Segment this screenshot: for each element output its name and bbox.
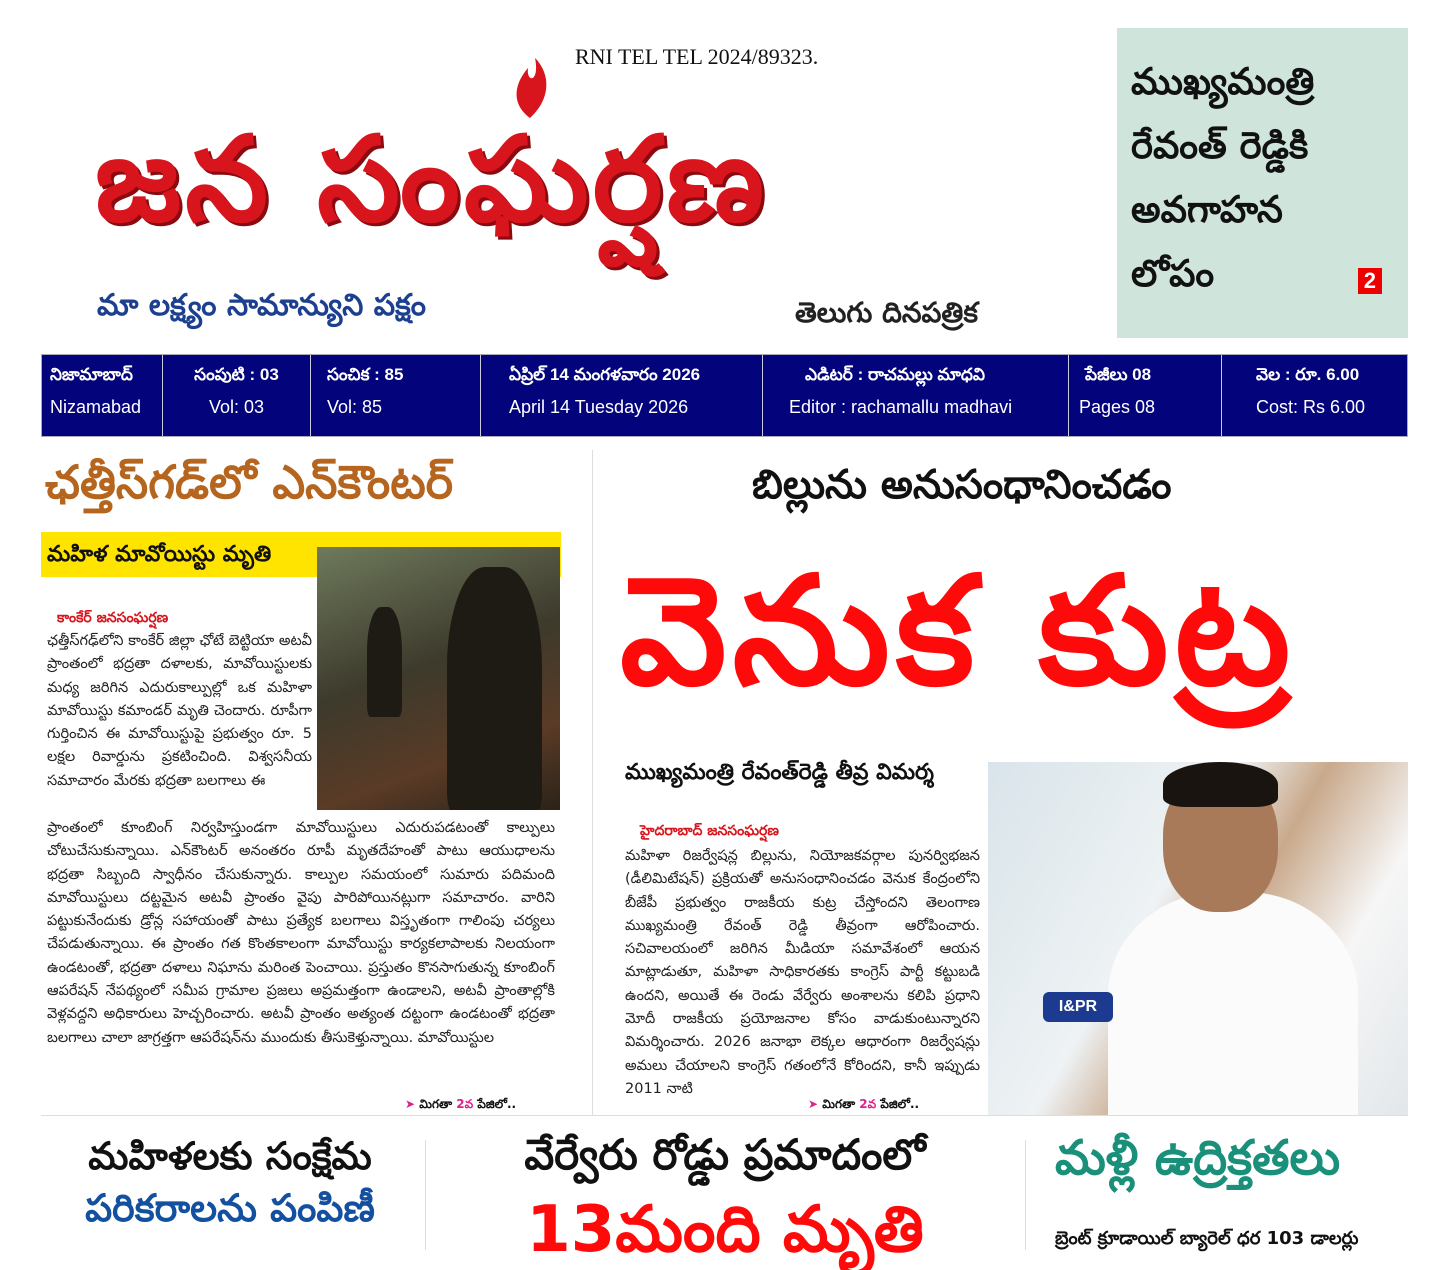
- continued-page: 2వ: [456, 1097, 474, 1111]
- info-te: సంచిక : 85: [327, 365, 404, 384]
- info-volume: [163, 355, 311, 436]
- info-te: సంపుటి : 03: [194, 365, 279, 384]
- soldier-figure: [447, 567, 542, 810]
- info-en: April 14 Tuesday 2026: [509, 397, 689, 417]
- newspaper-logo: జన సంఘర్షణ: [95, 110, 769, 248]
- main-headline[interactable]: వెనుక కుట్ర: [620, 545, 1297, 719]
- info-en: Pages 08: [1079, 397, 1156, 417]
- daily-label: తెలుగు దినపత్రిక: [795, 296, 978, 329]
- teaser-line: అవగాహన: [1131, 188, 1283, 231]
- rni-number: RNI TEL TEL 2024/89323.: [575, 44, 819, 69]
- chief-minister-photo: [988, 762, 1408, 1115]
- continued-prefix: మిగతా: [419, 1097, 453, 1111]
- info-bar: [41, 354, 1408, 437]
- info-issue: [311, 355, 481, 436]
- row-divider: [41, 1115, 1408, 1116]
- bottom-story-accident[interactable]: [440, 1130, 1010, 1270]
- info-en: Vol: 03: [208, 397, 265, 417]
- left-body: ఛత్తీస్‌గఢ్‌లోని కాంకేర్ జిల్లా ఛోటే బెట్టియా అటవీ ప్రాంతంలో భద్రతా దళాలకు, మావోయిస్టులకు మధ్య జరిగిన ఎదురుకాల్పుల్లో ఒక మహిళా మావోయిస్టు కమాండర్ మృతి చెందారు. రూపీగా గుర్తించిన ఈ మావోయిస్టుపై ప్రభుత్వం రూ. 5 లక్షల రివార్డును ప్రకటించింది. విశ్వసనీయ సమాచారం మేరకు భద్రతా బలగాలు ఈ: [47, 633, 312, 789]
- side-teaser[interactable]: [1117, 28, 1408, 338]
- soldier-figure: [367, 607, 402, 717]
- left-body-continued: ప్రాంతంలో కూంబింగ్ నిర్వహిస్తుండగా మావోయిస్టులు ఎదురుపడటంతో కాల్పులు చోటుచేసుకున్నాయి. ఎన్‌కౌంటర్ అనంతరం రూపీ మృతదేహంతో పాటు ఆయుధాలను భద్రతా సిబ్బంది స్వాధీనం చేసుకున్నారు. కాల్పుల సమయంలో సుమారు పదిమంది మావోయిస్టులు దట్టమైన అటవీ ప్రాంతం వైపు పారిపోయినట్లుగా సమాచారం. వారిని పట్టుకునేందుకు డ్రోన్ల సహాయంతో పాటు ప్రత్యేక బలగాలు విస్తృతంగా గాలింపు చర్యలు చేపడుతున్నాయి. ఈ ప్రాంతం గత కొంతకాలంగా మావోయిస్టు కార్యకలాపాలకు నిలయంగా ఉండటంతో, భద్రతా దళాలు నిఘాను మరింత పెంచాయి. ప్రస్తుతం కొనసాగుతున్న కూంబింగ్ ఆపరేషన్ నేపథ్యంలో సమీప గ్రామాల ప్రజలు అప్రమత్తంగా ఉండాలని, అటవీ ప్రాంతాల్లోకి వెళ్లవద్దని అధికారులు హెచ్చరించారు. అటవీ ప్రాంతం అత్యంత దట్టంగా ఉండటంతో భద్రతా బలగాలు చాలా జాగ్రత్తగా ఆపరేషన్‌ను ముందుకు తీసుకెళ్తున్నాయి. మావోయిస్టుల: [47, 820, 555, 1046]
- main-subhead: ముఖ్యమంత్రి రేవంత్‌రెడ్డి తీవ్ర విమర్శ: [625, 760, 934, 785]
- info-en: Vol: 85: [327, 397, 383, 417]
- bottom-story-tensions[interactable]: [1055, 1130, 1359, 1253]
- mic-logo: I&PR: [1043, 992, 1113, 1022]
- info-city: [42, 355, 163, 436]
- continued-page: 2వ: [859, 1097, 877, 1111]
- left-headline[interactable]: ఛత్తీస్‌గడ్‌లో ఎన్‌కౌంటర్: [45, 455, 453, 509]
- headline-line2: బ్రెంట్ క్రూడాయిల్ బ్యారెల్ ధర 103 డాలర్లు: [1055, 1228, 1359, 1249]
- column-divider: [592, 450, 593, 1115]
- continued-suffix: పేజిలో..: [880, 1097, 920, 1111]
- column-divider: [425, 1140, 426, 1250]
- info-en: Nizamabad: [50, 397, 142, 417]
- info-cost: [1222, 355, 1407, 436]
- bottom-story-welfare[interactable]: [65, 1130, 395, 1234]
- flame-icon: [500, 48, 560, 118]
- main-kicker: బిల్లును అనుసంధానించడం: [752, 462, 1172, 508]
- forest-photo: [317, 547, 560, 810]
- info-en: Cost: Rs 6.00: [1256, 397, 1366, 417]
- info-te: ఏప్రిల్ 14 మంగళవారం 2026: [509, 365, 701, 384]
- headline-line2: 13మంది మృతి: [526, 1193, 924, 1267]
- teaser-line: రేవంత్ రెడ్డికి: [1131, 124, 1309, 167]
- left-byline: కాంకేర్ జనసంఘర్షణ: [57, 610, 169, 626]
- teaser-line: లోపం: [1131, 252, 1215, 295]
- teaser-line: ముఖ్యమంత్రి: [1131, 60, 1315, 103]
- main-byline: హైదరాబాద్ జనసంఘర్షణ: [640, 823, 779, 839]
- headline-line1: మహిళలకు సంక్షేమ: [88, 1134, 372, 1178]
- headline-line2: పరికరాలను పంపిణీ: [85, 1186, 375, 1230]
- headline-line1: మళ్లీ ఉద్రిక్తతలు: [1055, 1130, 1341, 1186]
- continued-link[interactable]: [405, 1097, 516, 1114]
- info-te: పేజీలు 08: [1085, 365, 1152, 384]
- continued-suffix: పేజిలో..: [477, 1097, 517, 1111]
- left-subhead: మహిళ మావోయిస్టు మృతి: [41, 532, 561, 577]
- column-divider: [1025, 1140, 1026, 1250]
- person-hair: [1163, 762, 1278, 807]
- info-te: వెల : రూ. 6.00: [1256, 365, 1360, 384]
- person-shirt: [1108, 892, 1358, 1115]
- info-editor: [763, 355, 1069, 436]
- continued-prefix: మిగతా: [822, 1097, 856, 1111]
- info-en: Editor : rachamallu madhavi: [789, 397, 1013, 417]
- info-date: [481, 355, 763, 436]
- tagline: మా లక్ష్యం సామాన్యుని పక్షం: [97, 288, 426, 323]
- continued-link[interactable]: [808, 1097, 919, 1114]
- page-badge: 2: [1358, 268, 1382, 294]
- arrow-icon: ➤: [808, 1097, 819, 1111]
- info-te: ఎడిటర్ : రాచమల్లు మాధవి: [805, 365, 986, 384]
- arrow-icon: ➤: [405, 1097, 416, 1111]
- headline-line1: వేర్వేరు రోడ్డు ప్రమాదంలో: [524, 1130, 926, 1179]
- info-te: నిజామాబాద్: [50, 365, 133, 384]
- main-body: మహిళా రిజర్వేషన్ల బిల్లును, నియోజకవర్గాల పునర్విభజన (డీలిమిటేషన్) ప్రక్రియతో అనుసంధానించడం వెనుక కేంద్రంలోని బీజేపీ ప్రభుత్వం రాజకీయ కుట్ర చేస్తోందని తెలంగాణ ముఖ్యమంత్రి రేవంత్ రెడ్డి తీవ్రంగా ఆరోపించారు. సచివాలయంలో జరిగిన మీడియా సమావేశంలో ఆయన మాట్లాడుతూ, మహిళా సాధికారతకు కాంగ్రెస్ పార్టీ కట్టుబడి ఉందని, అయితే ఈ రెండు వేర్వేరు అంశాలను కలిపి ప్రధాని మోదీ రాజకీయ ప్రయోజనాల కోసం వాడుకుంటున్నారని విమర్శించారు. 2026 జనాభా లెక్కల ఆధారంగా రిజర్వేషన్లు అమలు చేయాలని కాంగ్రెస్ గతంలోనే కోరిందని, కానీ ఇప్పుడు 2011 నాటి: [625, 848, 980, 1097]
- info-pages: [1069, 355, 1222, 436]
